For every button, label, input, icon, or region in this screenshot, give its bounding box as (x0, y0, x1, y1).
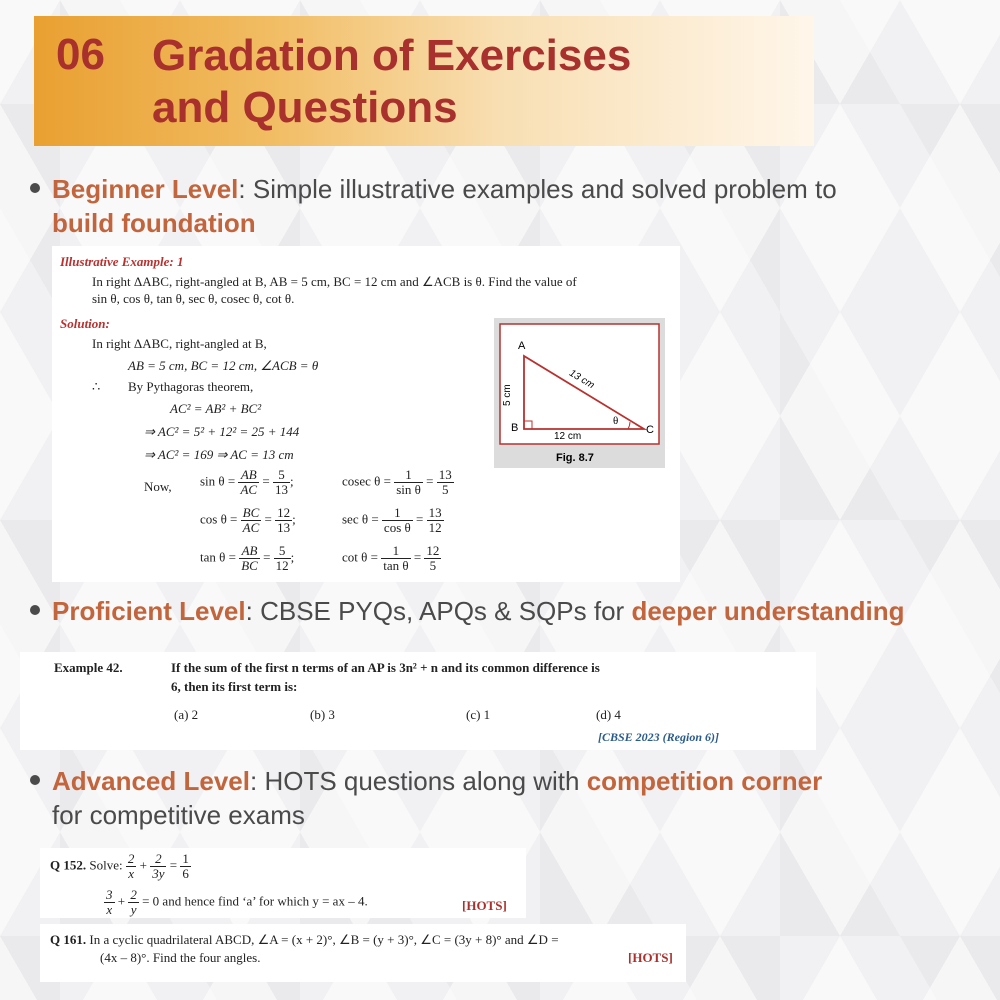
bullet-dot (30, 775, 40, 785)
proficient-text: CBSE PYQs, APQs & SQPs for (260, 596, 625, 626)
question-line-2: sin θ, cos θ, tan θ, sec θ, cosec θ, cot θ. (92, 291, 295, 306)
figure-panel (494, 318, 665, 468)
q152-line-1: Q 152. Solve: $\frac{2}{x}$ + $\frac{2}{3y}$ = $\frac{1}{6}$ (50, 851, 189, 881)
q161-line-2: (4x – 8)°. Find the four angles. (100, 950, 261, 965)
cot-ratio: cot θ = $\frac{1}{\text{tan θ}}$ = $\frac{12}{5}$ (342, 543, 440, 573)
solution-line-3: By Pythagoras theorem, (128, 379, 254, 394)
beginner-text: Simple illustrative examples and solved problem to (252, 174, 837, 204)
advanced-bullet: Advanced Level: HOTS questions along with competition corner for competitive exams (30, 764, 990, 832)
solution-label: Solution: (60, 316, 110, 331)
q161-line-1: Q 161. In a cyclic quadrilateral ABCD, ∠A = (x + 2)°, ∠B = (y + 3)°, ∠C = (3y + 8)° and ∠D = (50, 932, 559, 947)
option-b: (b) 3 (310, 707, 335, 722)
sin-ratio: sin θ = $\frac{AB}{AC}$ = $\frac{5}{13}$ ; (200, 467, 294, 497)
solution-line-6: ⇒ AC² = 169 ⇒ AC = 13 cm (144, 447, 294, 462)
cosec-ratio: cosec θ = $\frac{1}{\text{sin θ}}$ = $\frac{13}{5}$ (342, 467, 452, 497)
title-line-1: Gradation of Exercises (152, 31, 632, 80)
q152-card (40, 848, 526, 918)
bullet-dot (30, 183, 40, 193)
proficient-highlight: deeper understanding (631, 596, 905, 626)
bullet-dot (30, 605, 40, 615)
beginner-highlight: build foundation (52, 208, 256, 238)
advanced-label: Advanced Level (52, 766, 250, 796)
side-ac-label: 13 cm (567, 367, 597, 392)
source-tag: [CBSE 2023 (Region 6)] (598, 730, 720, 744)
q152-hots-tag: [HOTS] (462, 898, 507, 913)
beginner-label: Beginner Level (52, 174, 239, 204)
q161-card (40, 924, 686, 982)
example-42-label: Example 42. (54, 660, 123, 675)
option-c: (c) 1 (466, 707, 491, 722)
advanced-highlight: competition corner (586, 766, 823, 796)
now-label: Now, (144, 479, 172, 494)
example-heading: Illustrative Example: 1 (60, 254, 184, 269)
q161-hots-tag: [HOTS] (628, 950, 673, 965)
theta-label: θ (613, 415, 619, 427)
side-bc-label: 12 cm (554, 431, 582, 442)
solution-line-2: AB = 5 cm, BC = 12 cm, ∠ACB = θ (128, 358, 319, 373)
q152-line-2: $\frac{3}{x}$ + $\frac{2}{y}$ = 0 and hence find ‘a’ for which y = ax – 4. (106, 887, 368, 917)
figure-caption: Fig. 8.7 (556, 452, 594, 464)
advanced-text-2: for competitive exams (52, 800, 305, 830)
beginner-sep: : (238, 174, 253, 204)
advanced-text: HOTS questions along with (264, 766, 580, 796)
solution-line-5: ⇒ AC² = 5² + 12² = 25 + 144 (144, 424, 300, 439)
proficient-label: Proficient Level (52, 596, 246, 626)
option-d: (d) 4 (596, 707, 621, 722)
section-number: 06 (56, 30, 105, 79)
page-title (152, 30, 631, 134)
beginner-bullet (30, 172, 970, 240)
therefore-symbol: ∴ (92, 379, 101, 394)
example-42-line-2: 6, then its first term is: (171, 679, 298, 694)
solution-line-1: In right ΔABC, right-angled at B, (92, 336, 267, 351)
header-banner (34, 16, 814, 146)
tan-ratio: tan θ = $\frac{AB}{BC}$ = $\frac{5}{12}$ ; (200, 543, 295, 573)
option-a: (a) 2 (174, 707, 199, 722)
title-line-2: and Questions (152, 83, 458, 132)
cos-ratio: cos θ = $\frac{BC}{AC}$ = $\frac{12}{13}$ ; (200, 505, 296, 535)
example-42-line-1: If the sum of the first n terms of an AP is 3n² + n and its common difference is (171, 660, 600, 675)
solution-line-4: AC² = AB² + BC² (170, 401, 262, 416)
vertex-c-label: C (646, 424, 654, 436)
vertex-b-label: B (511, 422, 519, 434)
example-42-card (20, 652, 816, 750)
question-line-1: In right ΔABC, right-angled at B, AB = 5 cm, BC = 12 cm and ∠ACB is θ. Find the value of (92, 274, 577, 289)
vertex-a-label: A (518, 340, 526, 352)
sec-ratio: sec θ = $\frac{1}{\text{cos θ}}$ = $\frac{13}{12}$ (342, 505, 442, 535)
side-ab-label: 5 cm (502, 384, 513, 406)
proficient-bullet: Proficient Level: CBSE PYQs, APQs & SQPs for deeper understanding (30, 594, 990, 628)
